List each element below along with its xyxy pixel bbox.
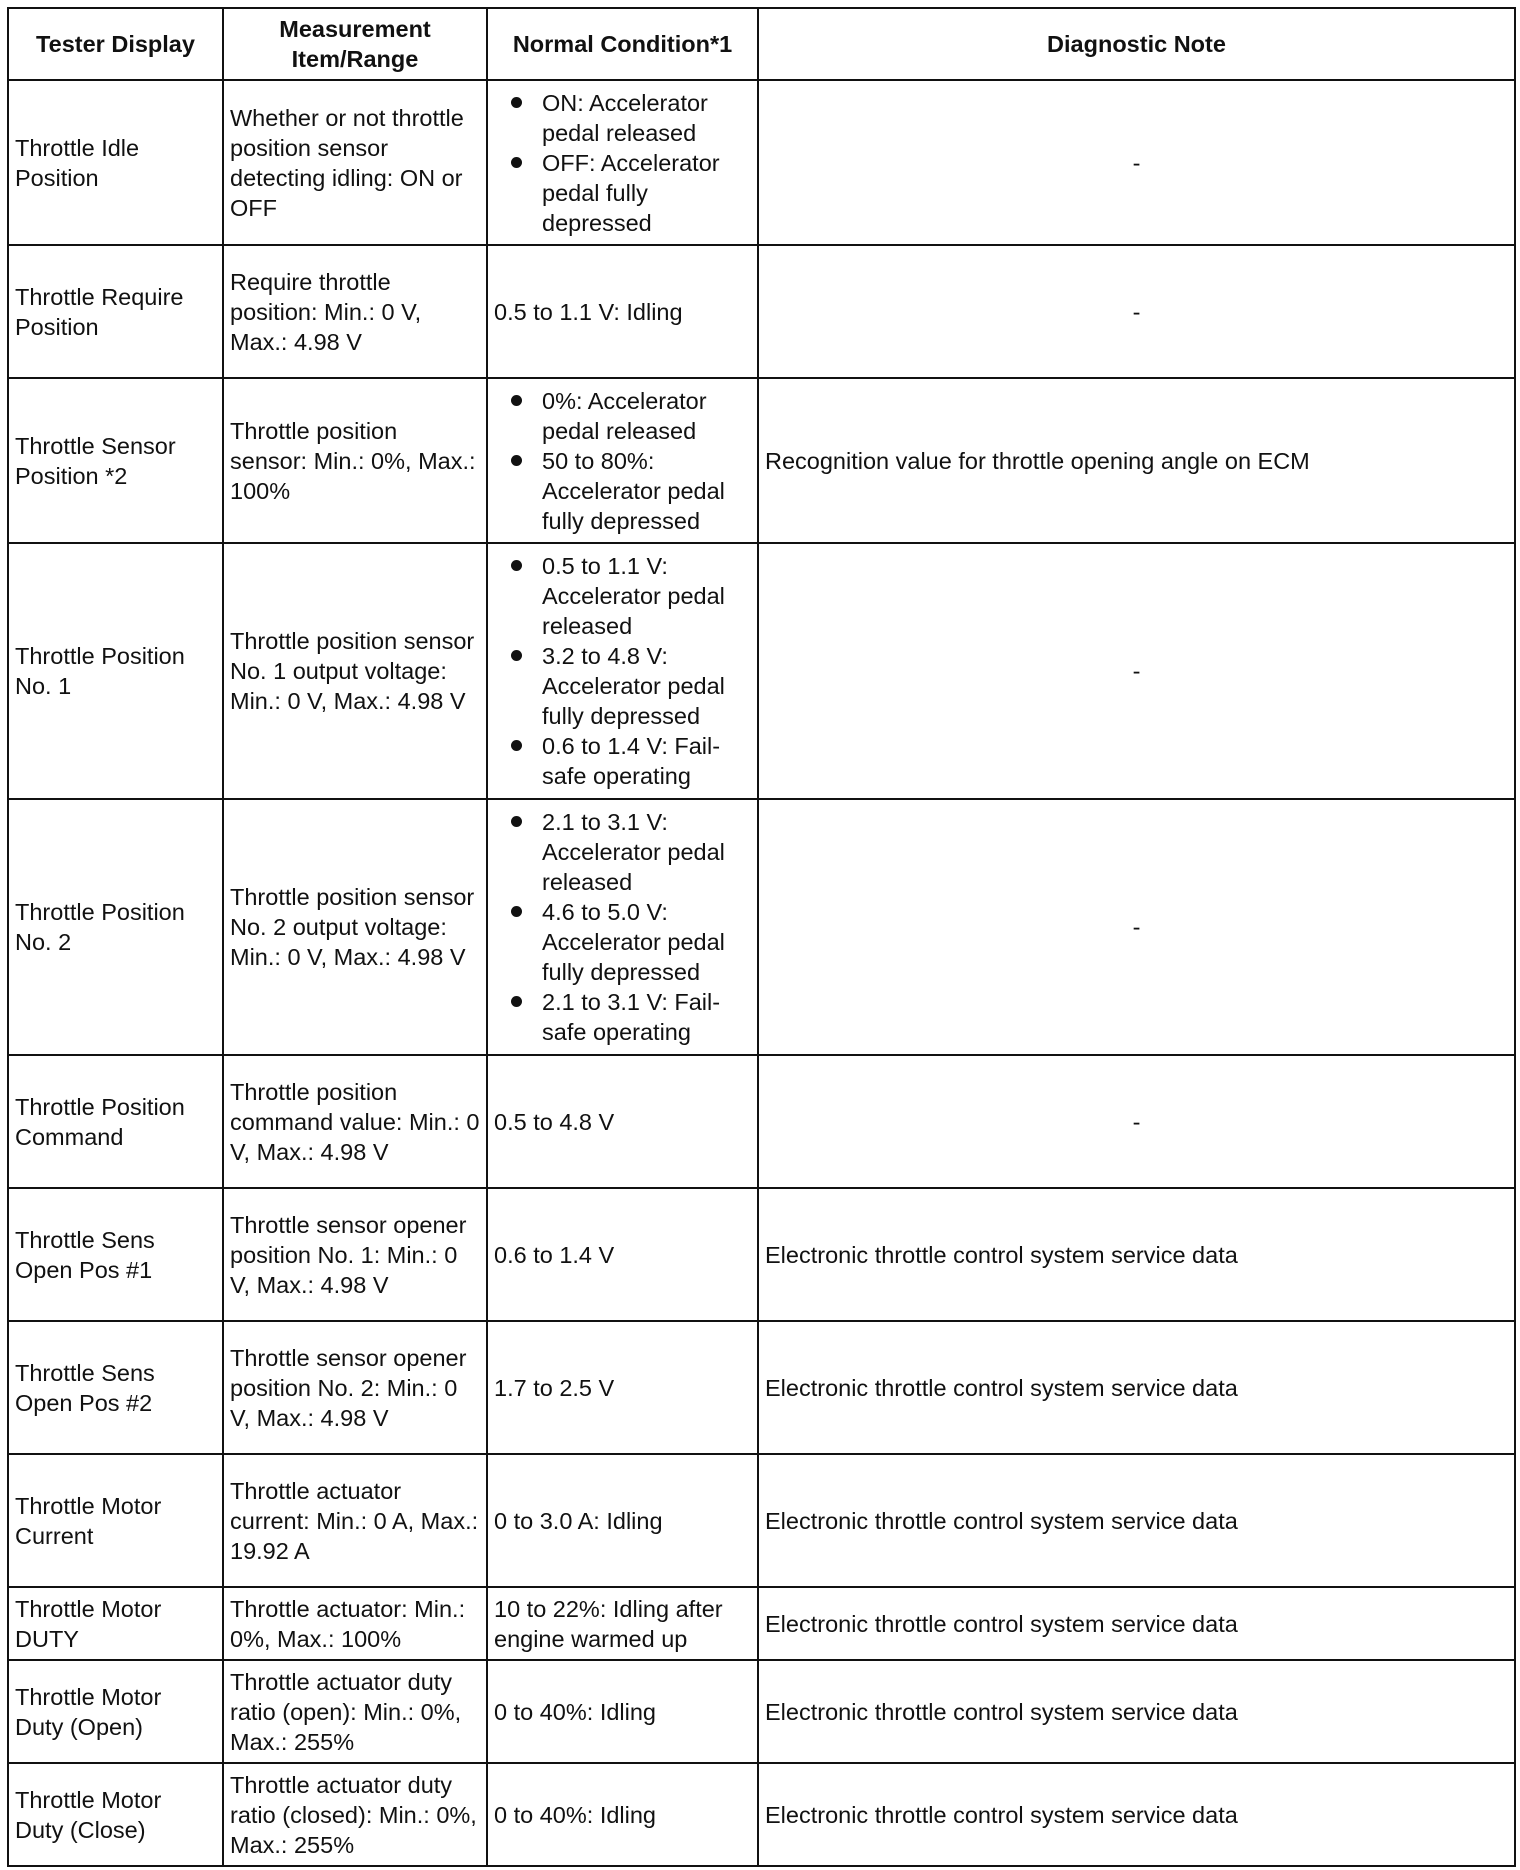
diagnostic-note-cell: Electronic throttle control system service data: [758, 1454, 1515, 1587]
condition-item: OFF: Accelerator pedal fully depressed: [494, 148, 751, 238]
diagnostic-note-cell: Electronic throttle control system service data: [758, 1587, 1515, 1660]
measurement-cell: Throttle actuator duty ratio (open): Min.: 0%, Max.: 255%: [223, 1660, 487, 1763]
table-row: [8, 1763, 1515, 1866]
measurement-cell: Throttle actuator duty ratio (closed): Min.: 0%, Max.: 255%: [223, 1763, 487, 1866]
condition-item: 2.1 to 3.1 V: Fail-safe operating: [494, 987, 751, 1047]
tester-display-cell: Throttle Position Command: [8, 1055, 223, 1188]
tester-display-cell: Throttle Idle Position: [8, 80, 223, 245]
normal-condition-cell: [487, 80, 758, 245]
normal-condition-cell: 0 to 40%: Idling: [487, 1660, 758, 1763]
diagnostic-note-cell: -: [758, 1055, 1515, 1188]
tester-display-cell: Throttle Motor Duty (Close): [8, 1763, 223, 1866]
header-diagnostic-note: Diagnostic Note: [758, 8, 1515, 80]
condition-item: 2.1 to 3.1 V: Accelerator pedal released: [494, 807, 751, 897]
condition-item: 0.5 to 1.1 V: Accelerator pedal released: [494, 551, 751, 641]
table-row: [8, 1454, 1515, 1587]
header-measurement: Measurement Item/Range: [223, 8, 487, 80]
diagnostic-note-cell: Recognition value for throttle opening angle on ECM: [758, 378, 1515, 543]
header-normal-condition: Normal Condition*1: [487, 8, 758, 80]
diagnostic-note-cell: Electronic throttle control system service data: [758, 1763, 1515, 1866]
table-row: [8, 799, 1515, 1055]
diagnostic-note-cell: -: [758, 245, 1515, 378]
measurement-cell: Require throttle position: Min.: 0 V, Max.: 4.98 V: [223, 245, 487, 378]
condition-item: 0.6 to 1.4 V: Fail-safe operating: [494, 731, 751, 791]
measurement-cell: Throttle sensor opener position No. 1: Min.: 0 V, Max.: 4.98 V: [223, 1188, 487, 1321]
diagnostic-note-cell: -: [758, 543, 1515, 799]
condition-item: ON: Accelerator pedal released: [494, 88, 751, 148]
measurement-cell: Throttle actuator: Min.: 0%, Max.: 100%: [223, 1587, 487, 1660]
diagnostic-note-cell: -: [758, 799, 1515, 1055]
measurement-cell: Throttle actuator current: Min.: 0 A, Max.: 19.92 A: [223, 1454, 487, 1587]
data-list-table: [7, 7, 1516, 1867]
normal-condition-cell: 0.5 to 1.1 V: Idling: [487, 245, 758, 378]
tester-display-cell: Throttle Motor Current: [8, 1454, 223, 1587]
tester-display-cell: Throttle Position No. 1: [8, 543, 223, 799]
table-row: [8, 1188, 1515, 1321]
condition-list: [494, 386, 751, 536]
table-body: [8, 80, 1515, 1866]
diagnostic-note-cell: Electronic throttle control system service data: [758, 1188, 1515, 1321]
measurement-cell: Throttle position sensor: Min.: 0%, Max.: 100%: [223, 378, 487, 543]
condition-item: 0%: Accelerator pedal released: [494, 386, 751, 446]
normal-condition-cell: [487, 543, 758, 799]
table-row: [8, 1321, 1515, 1454]
measurement-cell: Whether or not throttle position sensor detecting idling: ON or OFF: [223, 80, 487, 245]
tester-display-cell: Throttle Motor DUTY: [8, 1587, 223, 1660]
table-row: [8, 1055, 1515, 1188]
table-row: [8, 378, 1515, 543]
diagnostic-note-cell: Electronic throttle control system service data: [758, 1660, 1515, 1763]
condition-list: [494, 88, 751, 238]
normal-condition-cell: 10 to 22%: Idling after engine warmed up: [487, 1587, 758, 1660]
normal-condition-cell: [487, 378, 758, 543]
header-row: [8, 8, 1515, 80]
normal-condition-cell: 0.5 to 4.8 V: [487, 1055, 758, 1188]
table-row: [8, 245, 1515, 378]
tester-display-cell: Throttle Sens Open Pos #2: [8, 1321, 223, 1454]
diagnostic-note-cell: Electronic throttle control system service data: [758, 1321, 1515, 1454]
condition-list: [494, 551, 751, 791]
tester-display-cell: Throttle Sensor Position *2: [8, 378, 223, 543]
table-row: [8, 1660, 1515, 1763]
normal-condition-cell: 0.6 to 1.4 V: [487, 1188, 758, 1321]
normal-condition-cell: 0 to 40%: Idling: [487, 1763, 758, 1866]
normal-condition-cell: 1.7 to 2.5 V: [487, 1321, 758, 1454]
condition-list: [494, 807, 751, 1047]
measurement-cell: Throttle sensor opener position No. 2: Min.: 0 V, Max.: 4.98 V: [223, 1321, 487, 1454]
condition-item: 3.2 to 4.8 V: Accelerator pedal fully depressed: [494, 641, 751, 731]
measurement-cell: Throttle position sensor No. 2 output voltage: Min.: 0 V, Max.: 4.98 V: [223, 799, 487, 1055]
diagnostic-note-cell: -: [758, 80, 1515, 245]
table-row: [8, 1587, 1515, 1660]
measurement-cell: Throttle position sensor No. 1 output voltage: Min.: 0 V, Max.: 4.98 V: [223, 543, 487, 799]
tester-display-cell: Throttle Sens Open Pos #1: [8, 1188, 223, 1321]
table-row: [8, 543, 1515, 799]
tester-display-cell: Throttle Require Position: [8, 245, 223, 378]
normal-condition-cell: [487, 799, 758, 1055]
table-row: [8, 80, 1515, 245]
condition-item: 4.6 to 5.0 V: Accelerator pedal fully depressed: [494, 897, 751, 987]
condition-item: 50 to 80%: Accelerator pedal fully depressed: [494, 446, 751, 536]
header-tester-display: Tester Display: [8, 8, 223, 80]
normal-condition-cell: 0 to 3.0 A: Idling: [487, 1454, 758, 1587]
tester-display-cell: Throttle Motor Duty (Open): [8, 1660, 223, 1763]
tester-display-cell: Throttle Position No. 2: [8, 799, 223, 1055]
measurement-cell: Throttle position command value: Min.: 0 V, Max.: 4.98 V: [223, 1055, 487, 1188]
